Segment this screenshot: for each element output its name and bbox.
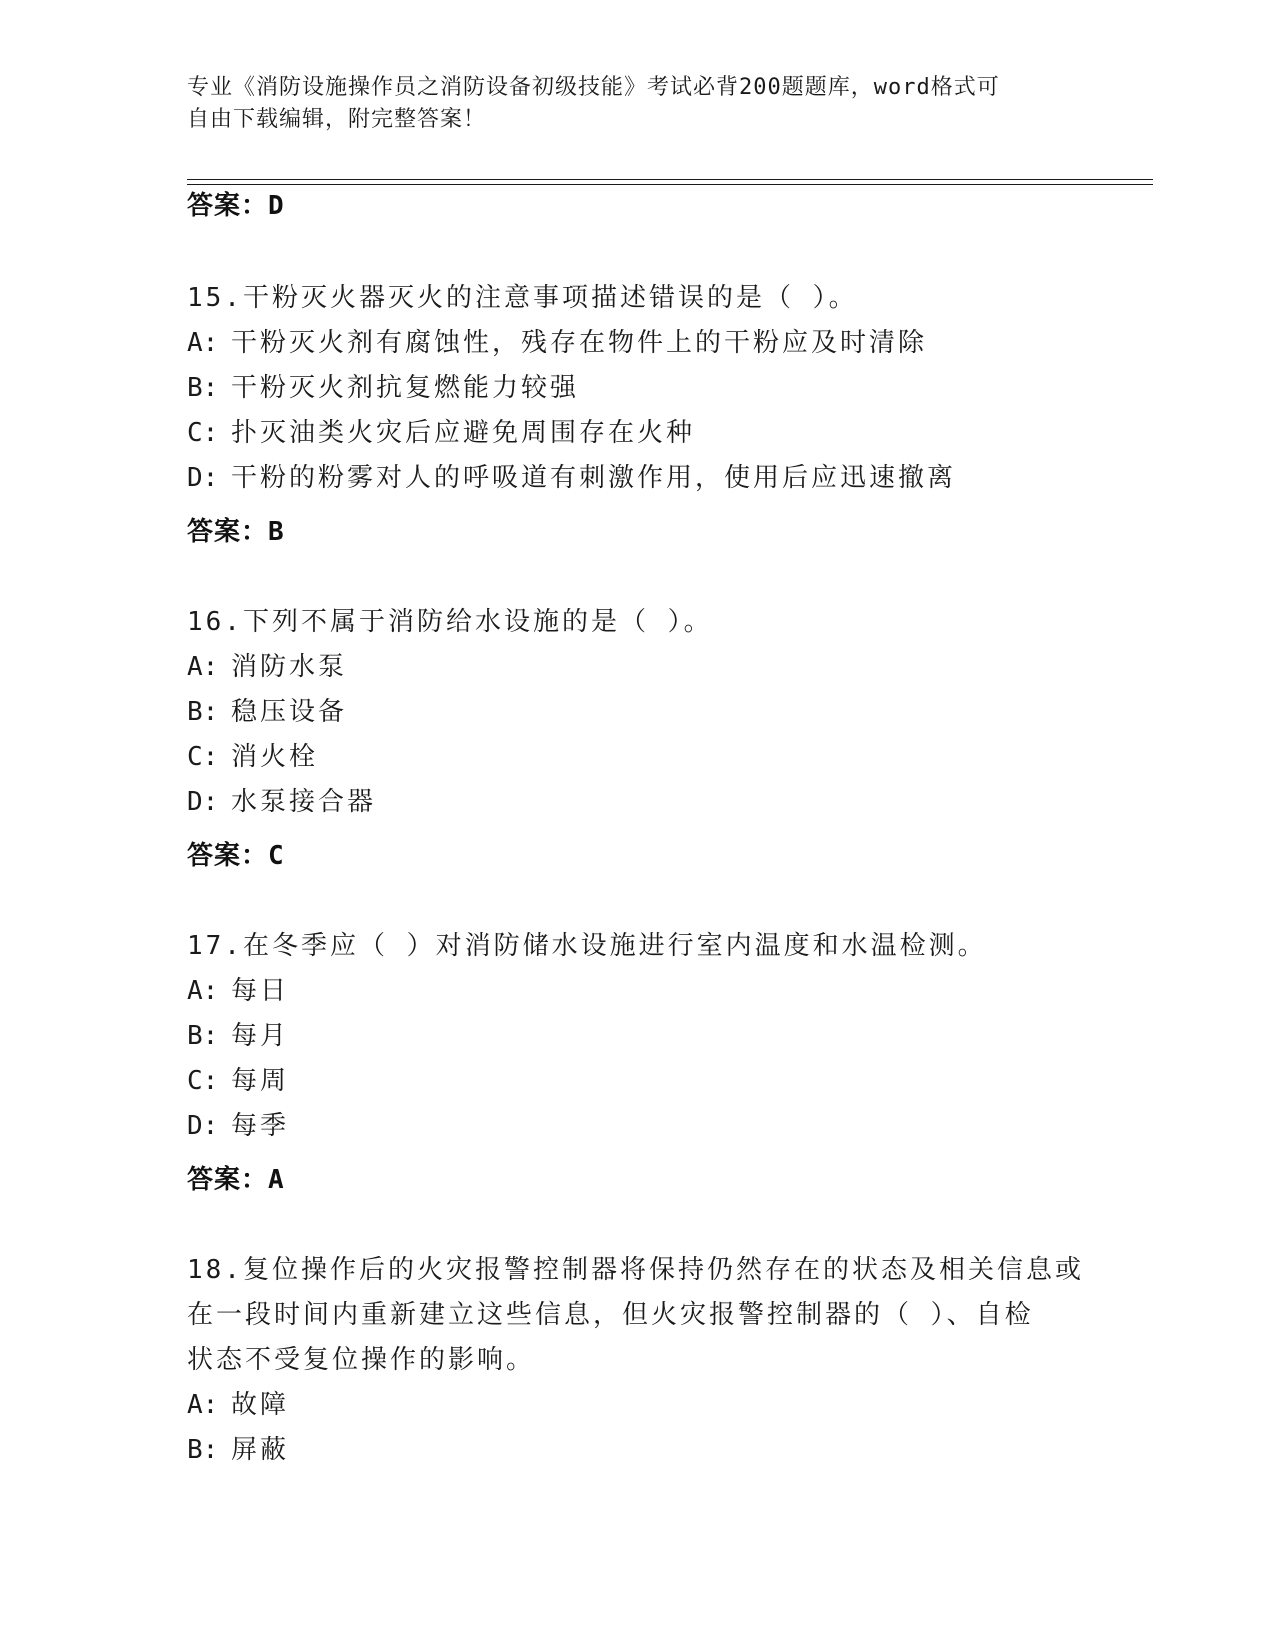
- question-18: [187, 1248, 1087, 1473]
- document-header: [187, 72, 1087, 136]
- option-a: A: 消防水泵: [187, 652, 348, 682]
- option-b: B: 每月: [187, 1021, 290, 1051]
- option-c: C: 每周: [187, 1066, 290, 1096]
- option-c: C: 扑灭油类火灾后应避免周围存在火种: [187, 418, 696, 448]
- question-stem: 15.干粉灭火器灭火的注意事项描述错误的是（ ）。: [187, 283, 858, 313]
- option-b: B: 稳压设备: [187, 697, 348, 727]
- option-a: A: 每日: [187, 976, 290, 1006]
- question-stem: 17.在冬季应（ ）对消防储水设施进行室内温度和水温检测。: [187, 931, 987, 961]
- answer-17: 答案：A: [187, 1165, 285, 1195]
- option-a: A: 干粉灭火剂有腐蚀性，残存在物件上的干粉应及时清除: [187, 328, 928, 358]
- answer-15: 答案：B: [187, 517, 285, 547]
- question-stem: 16.下列不属于消防给水设施的是（ ）。: [187, 607, 713, 637]
- question-stem-line-1: 18.复位操作后的火灾报警控制器将保持仍然存在的状态及相关信息或: [187, 1255, 1084, 1285]
- option-a: A: 故障: [187, 1390, 290, 1420]
- question-17: [187, 924, 1087, 1149]
- option-c: C: 消火栓: [187, 742, 319, 772]
- answer-previous: 答案：D: [187, 191, 285, 221]
- option-d: D: 每季: [187, 1111, 290, 1141]
- header-line-1: 专业《消防设施操作员之消防设备初级技能》考试必背200题题库，word格式可: [187, 75, 1000, 100]
- question-stem-line-2: 在一段时间内重新建立这些信息，但火灾报警控制器的（ ）、自检: [187, 1300, 1034, 1330]
- header-divider-top: [187, 179, 1153, 180]
- header-line-2: 自由下载编辑，附完整答案！: [187, 107, 487, 132]
- question-stem-line-3: 状态不受复位操作的影响。: [187, 1345, 536, 1375]
- option-d: D: 水泵接合器: [187, 787, 377, 817]
- question-15: [187, 276, 1087, 501]
- option-b: B: 干粉灭火剂抗复燃能力较强: [187, 373, 580, 403]
- header-divider-bottom: [187, 184, 1153, 185]
- question-16: [187, 600, 1087, 825]
- option-d: D: 干粉的粉雾对人的呼吸道有刺激作用，使用后应迅速撤离: [187, 463, 957, 493]
- option-b: B: 屏蔽: [187, 1435, 290, 1465]
- answer-16: 答案：C: [187, 841, 285, 871]
